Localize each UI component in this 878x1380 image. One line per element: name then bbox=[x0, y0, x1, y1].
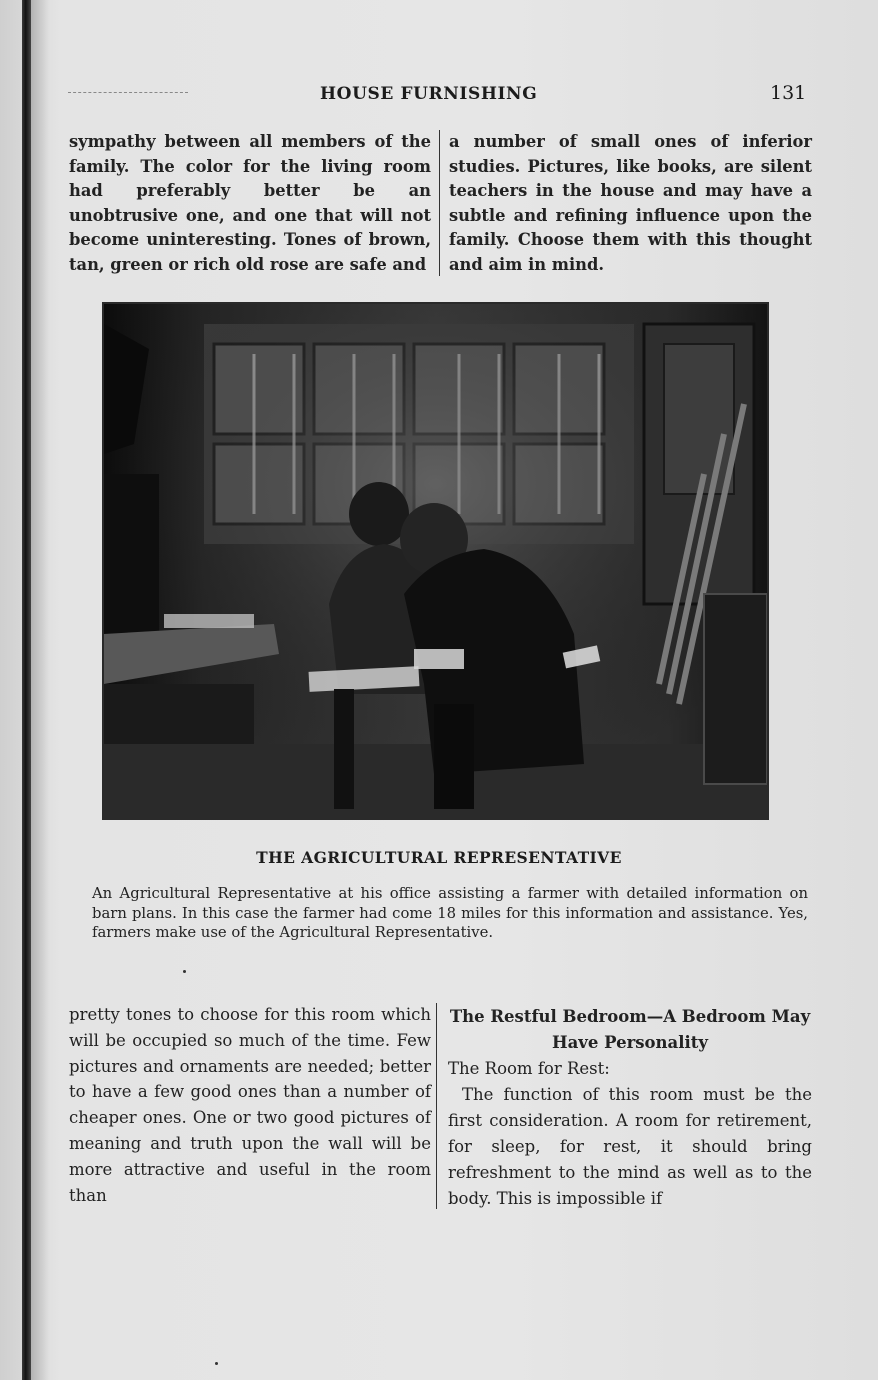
binding-shadow bbox=[31, 0, 49, 1380]
bottom-right-paragraph: The function of this room must be the first consideration. A room for retirement, for sleep, for rest, it should bring refreshment to the mind as well as to the body. This is impossible if bbox=[448, 1085, 812, 1208]
section-subheading: The Room for Rest: bbox=[448, 1059, 610, 1078]
figure-title: THE AGRICULTURAL REPRESENTATIVE bbox=[256, 848, 622, 867]
page-number: 131 bbox=[770, 82, 807, 104]
header-rule bbox=[68, 92, 188, 93]
binding-edge bbox=[22, 0, 31, 1380]
running-head: HOUSE FURNISHING bbox=[320, 84, 538, 104]
top-right-column bbox=[449, 130, 812, 278]
bottom-left-column bbox=[69, 1002, 431, 1208]
print-speck-bottom bbox=[215, 1362, 218, 1365]
figure-caption bbox=[92, 884, 808, 943]
column-divider bbox=[439, 130, 440, 276]
top-right-paragraph: a number of small ones of inferior studies. Pictures, like books, are silent teachers in the house and may have a subtle and refining influence upon the family. Choose them with this thought and aim in mind. bbox=[449, 132, 812, 274]
top-left-column bbox=[69, 130, 431, 278]
bottom-right-column bbox=[448, 1004, 812, 1212]
top-left-paragraph: sympathy between all members of the family. The color for the living room had preferably better be an unobtrusive one, and one that will not become uninteresting. Tones of brown, tan, green or rich old rose are safe and bbox=[69, 132, 431, 274]
photograph-illustration bbox=[104, 304, 767, 818]
print-speck bbox=[183, 970, 186, 973]
bottom-left-paragraph: pretty tones to choose for this room which will be occupied so much of the time. Few pictures and ornaments are needed; better to have a few good ones than a number of cheaper ones. One or two good pictures of meaning and truth upon the wall will be more attractive and useful in the room than bbox=[69, 1005, 431, 1205]
office-photograph bbox=[102, 302, 769, 820]
column-divider-bottom bbox=[436, 1003, 437, 1209]
section-heading: The Restful Bedroom—A Bedroom May Have Personality bbox=[449, 1007, 811, 1052]
figure-caption-text: An Agricultural Representative at his office assisting a farmer with detailed information on barn plans. In this case the farmer had come 18 miles for this information and assistance. Yes, farmers make use of the Agricultural Representative. bbox=[92, 885, 808, 941]
